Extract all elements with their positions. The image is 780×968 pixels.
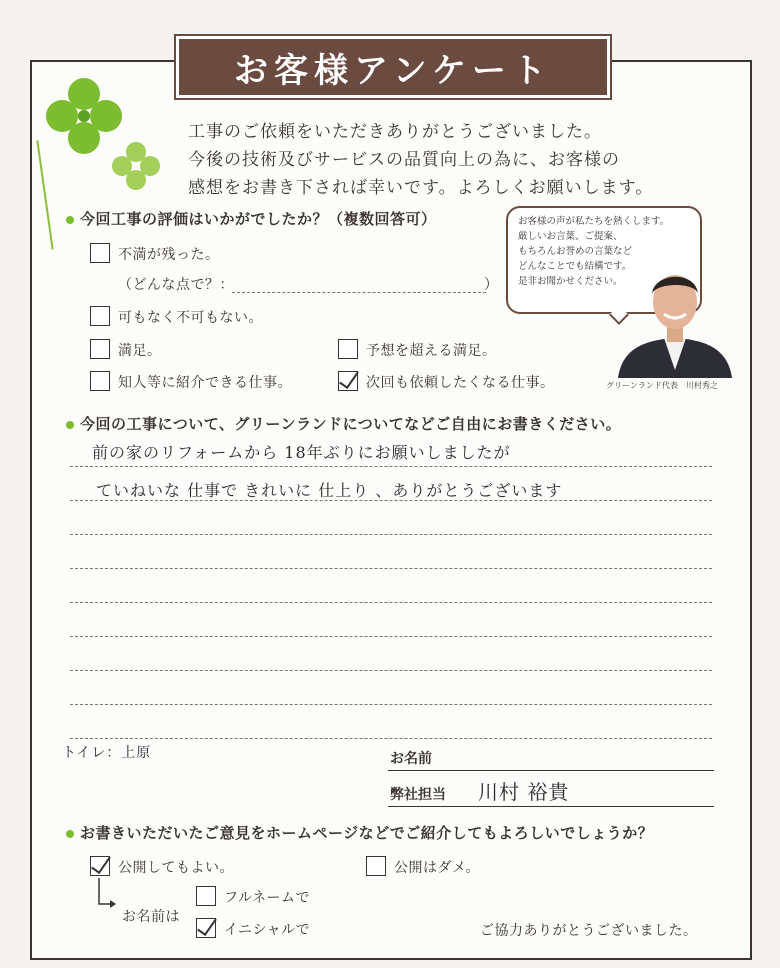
checkbox-fullname[interactable] xyxy=(196,886,216,906)
option-neutral: 可もなく不可もない。 xyxy=(118,310,263,326)
option-publish: 公開してもよい。 xyxy=(118,860,234,876)
comment-rule xyxy=(70,534,712,535)
bubble-line: もちろんお誉めの言葉など xyxy=(518,246,633,257)
thanks-text: ご協力ありがとうございました。 xyxy=(480,923,698,939)
option-reason-label: （どんな点で？： xyxy=(118,277,234,293)
name-label: お名前 xyxy=(390,751,432,767)
staff-label: 弊社担当 xyxy=(390,787,446,803)
staff-rule xyxy=(388,806,714,807)
checkbox-neutral[interactable] xyxy=(90,306,110,326)
option-again: 次回も依頼したくなる仕事。 xyxy=(366,375,555,391)
intro-line: 今後の技術及びサービスの品質向上の為に、お客様の xyxy=(188,150,620,170)
bubble-line: どんなことでも結構です。 xyxy=(518,261,632,272)
checkbox-exceeded[interactable] xyxy=(338,339,358,359)
comment-rule xyxy=(70,704,712,705)
option-reason-close: ） xyxy=(484,277,499,293)
comment-rule xyxy=(70,738,712,739)
q3-heading-text: お書きいただいたご意見をホームページなどでご紹介してもよろしいでしょうか？ xyxy=(80,824,654,842)
option-exceeded: 予想を超える満足。 xyxy=(366,343,497,359)
comment-rule xyxy=(70,670,712,671)
bullet-icon xyxy=(66,830,74,838)
title-band xyxy=(176,36,610,98)
comment-line-1: 前の家のリフォームから 18年ぶりにお願いしましたが xyxy=(92,443,511,462)
bubble-line: 厳しいお言葉、ご提案、 xyxy=(518,231,623,242)
representative-photo xyxy=(612,262,738,378)
comment-line-2: ていねいな 仕事で きれいに 仕上り 、ありがとうございます xyxy=(96,481,563,500)
intro-line: 感想をお書き下されば幸いです。よろしくお願いします。 xyxy=(188,178,654,198)
comment-rule xyxy=(70,636,712,637)
checkbox-publish[interactable] xyxy=(90,856,110,876)
checkbox-no-publish[interactable] xyxy=(366,856,386,876)
option-recommend: 知人等に紹介できる仕事。 xyxy=(118,375,292,391)
option-no-publish: 公開はダメ。 xyxy=(394,860,481,876)
reason-input-line[interactable] xyxy=(232,292,486,293)
checkbox-recommend[interactable] xyxy=(90,371,110,391)
comment-rule xyxy=(70,500,712,501)
representative-caption: グリーンランド代表 川村秀之 xyxy=(606,381,718,390)
comment-rule xyxy=(70,602,712,603)
option-unsatisfied: 不満が残った。 xyxy=(118,247,220,263)
q2-heading-text: 今回の工事について、グリーンランドについてなどご自由にお書きください。 xyxy=(80,415,622,433)
small-clover-icon xyxy=(108,138,164,194)
bullet-icon xyxy=(66,421,74,429)
name-rule[interactable] xyxy=(388,770,714,771)
intro-line: 工事のご依頼をいただきありがとうございました。 xyxy=(188,122,602,142)
q2-heading xyxy=(66,413,621,434)
arrow-icon xyxy=(96,878,120,912)
comment-rule xyxy=(70,466,712,467)
q3-heading xyxy=(66,822,653,843)
checkbox-satisfied[interactable] xyxy=(90,339,110,359)
checkbox-again[interactable] xyxy=(338,371,358,391)
checkbox-unsatisfied[interactable] xyxy=(90,243,110,263)
name-is-label: お名前は xyxy=(122,909,180,925)
comment-rule xyxy=(70,568,712,569)
bullet-icon xyxy=(66,216,74,224)
option-fullname: フルネームで xyxy=(224,890,311,906)
q1-heading-text: 今回工事の評価はいかがでしたか？（複数回答可） xyxy=(80,210,437,228)
option-satisfied: 満足。 xyxy=(118,343,162,359)
staff-name: 川村 裕貴 xyxy=(478,780,570,804)
bubble-line: 是非お聞かせください。 xyxy=(518,276,623,287)
page-title: お客様アンケート xyxy=(234,50,552,91)
intro-text xyxy=(188,118,653,202)
handwritten-note: トイレ：上原 xyxy=(62,745,152,761)
option-initial: イニシャルで xyxy=(224,922,311,938)
bubble-line: お客様の声が私たちを熱くします。 xyxy=(518,216,670,227)
checkbox-initial[interactable] xyxy=(196,918,216,938)
q1-heading xyxy=(66,208,437,229)
